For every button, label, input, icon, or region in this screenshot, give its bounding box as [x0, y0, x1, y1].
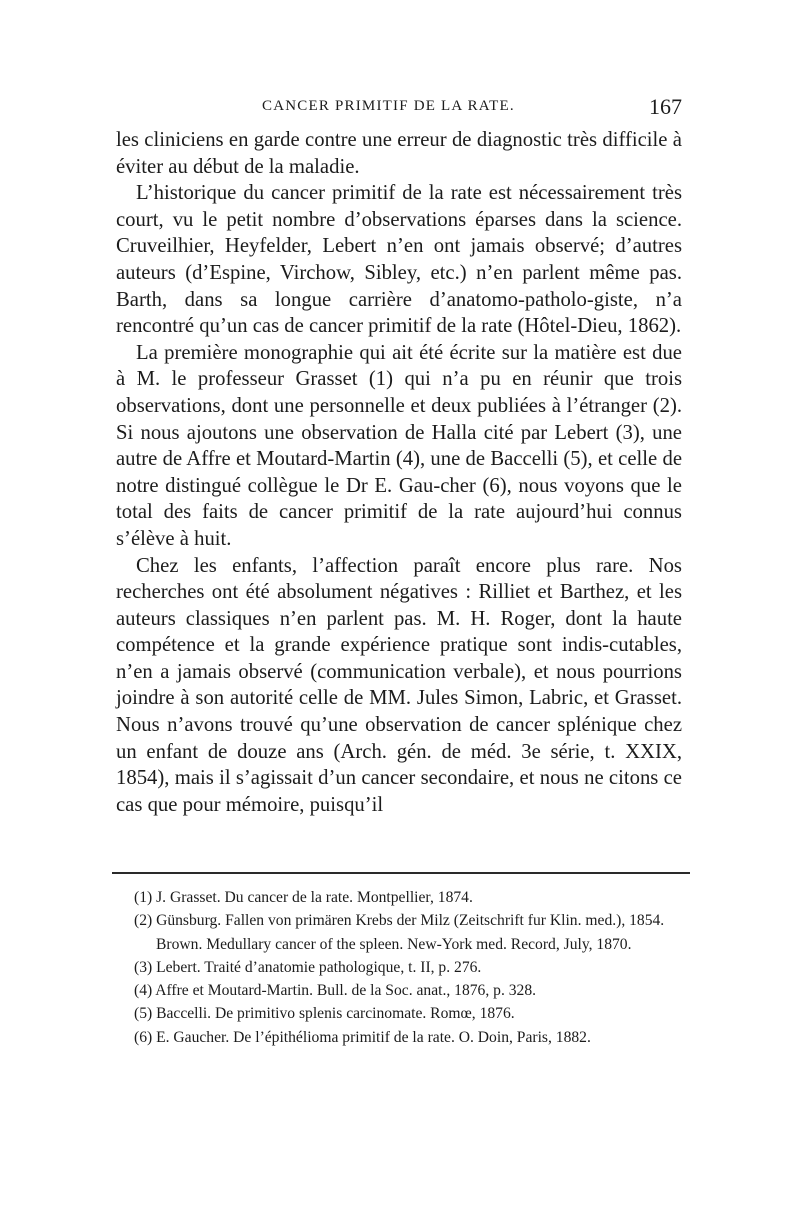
footnote-1: (1) J. Grasset. Du cancer de la rate. Montpellier, 1874.: [134, 889, 473, 906]
paragraph-enfants: Chez les enfants, l’affection paraît encore plus rare. Nos recherches ont été absolument négatives : Rilliet et Barthez, et les auteurs classiques n’en parlent pas. M. H. Roger, dont la haute compétence et la grande expérience pratique sont indis-cutables, n’en a jamais observé (communication verbale), et nous pourrions joindre à son autorité celle de MM. Jules Simon, Labric, et Grasset. Nous n’avons trouvé qu’une observation de cancer splénique chez un enfant de douze ans (Arch. gén. de méd. 3e série, t. XXIX, 1854), mais il s’agissait d’un cancer secondaire, et nous ne citons ce cas que pour mémoire, puisqu’il: [116, 554, 682, 816]
footnote-3: (3) Lebert. Traité d’anatomie pathologique, t. II, p. 276.: [134, 958, 482, 976]
footnote-6: (6) E. Gaucher. De l’épithélioma primitif de la rate. O. Doin, Paris, 1882.: [134, 1028, 591, 1046]
footnote-5: (5) Baccelli. De primitivo splenis carcinomate. Romœ, 1876.: [134, 1005, 515, 1023]
footnotes: [116, 886, 690, 1049]
footnote-2: (2) Günsburg. Fallen von primären Krebs der Milz (Zeitschrift fur Klin. med.), 1854.: [134, 912, 665, 930]
running-title: CANCER PRIMITIF DE LA RATE.: [262, 98, 515, 114]
footnote-2-continuation: Brown. Medullary cancer of the spleen. New-York med. Record, July, 1870.: [156, 935, 632, 953]
paragraph-historique: L’historique du cancer primitif de la rate est nécessairement très court, vu le petit nombre d’observations éparses dans la science. Cruveilhier, Heyfelder, Lebert n’en ont jamais observé; d’autres auteurs (d’Espine, Virchow, Sibley, etc.) n’en parlent même pas. Barth, dans sa longue carrière d’anatomo-patholo-giste, n’a rencontré qu’un cas de cancer primitif de la rate (Hôtel-Dieu, 1862).: [116, 182, 682, 338]
running-header: [116, 94, 682, 120]
paragraph-continuation: les cliniciens en garde contre une erreur de diagnostic très difficile à éviter au début de la maladie.: [116, 129, 682, 178]
paragraph-monographie: La première monographie qui ait été écrite sur la matière est due à M. le professeur Grasset (1) qui n’a pu en réunir que trois observations, dont une personnelle et deux publiées à l’étranger (2). Si nous ajoutons une observation de Halla cité par Lebert (3), une autre de Affre et Moutard-Martin (4), une de Baccelli (5), et celle de notre distingué collègue le Dr E. Gau-cher (6), nous voyons que le total des faits de cancer primitif de la rate aujourd’hui connus s’élève à huit.: [116, 341, 682, 550]
body-text: [116, 127, 682, 818]
footnote-divider: [112, 872, 690, 874]
footnote-4: (4) Affre et Moutard-Martin. Bull. de la Soc. anat., 1876, p. 328.: [134, 982, 537, 1000]
page-number: 167: [649, 94, 682, 119]
